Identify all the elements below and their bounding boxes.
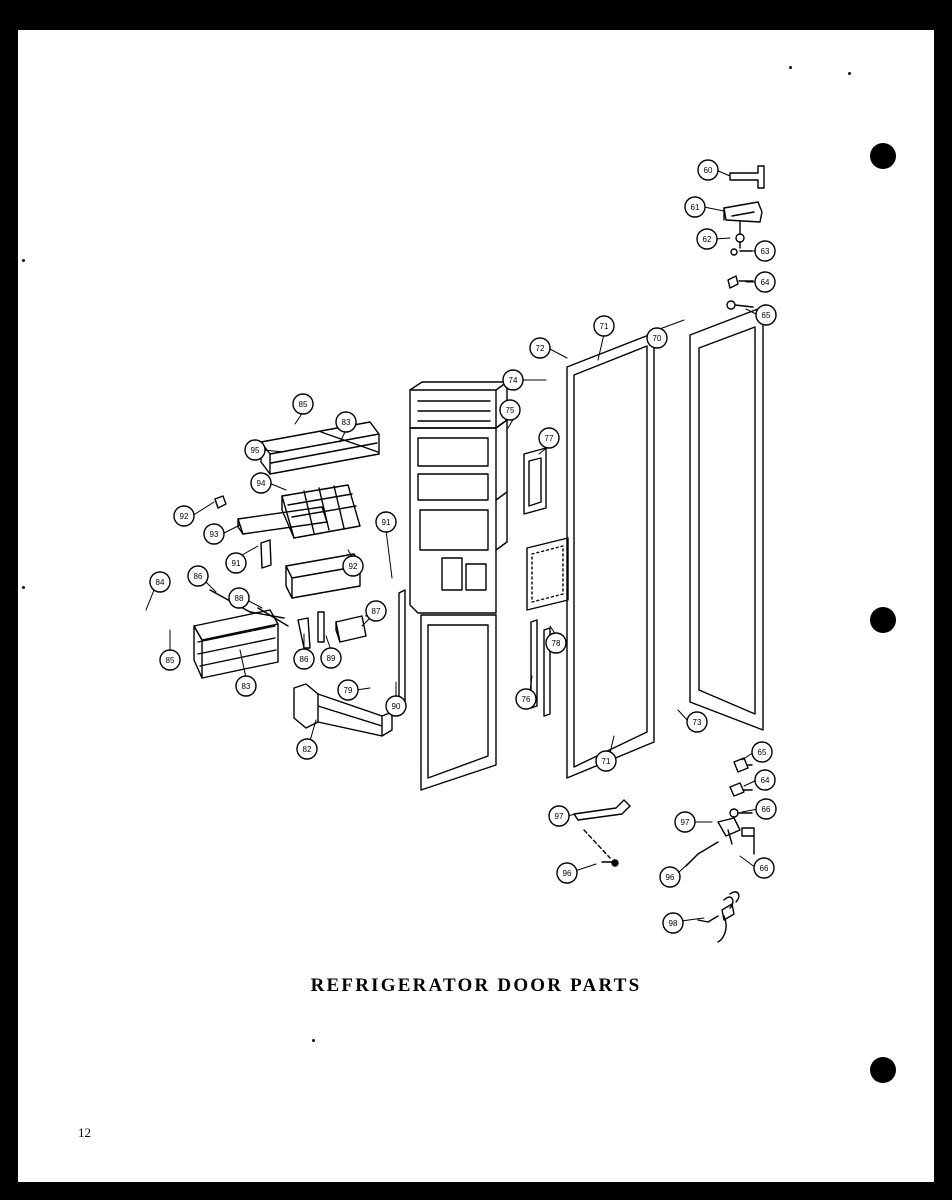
callout-label: 65: [757, 748, 767, 757]
exploded-view-drawing: [18, 30, 934, 1182]
callout-label: 72: [535, 344, 545, 353]
callout-label: 70: [652, 334, 662, 343]
callout-balloon: [188, 566, 208, 586]
callout-balloon: [557, 863, 577, 883]
door-gasket-strip: [524, 448, 546, 514]
door-inner-liner: [410, 382, 507, 790]
callout-label: 71: [599, 322, 609, 331]
callout-label: 60: [703, 166, 713, 175]
callout-label: 62: [702, 235, 712, 244]
callout-balloon: [236, 676, 256, 696]
callout-balloon: [549, 806, 569, 826]
callout-balloon: [366, 601, 386, 621]
callout-label: 64: [760, 278, 770, 287]
callout-balloon: [160, 650, 180, 670]
callout-balloon: [685, 197, 705, 217]
callout-balloon: [204, 524, 224, 544]
callout-balloon: [251, 473, 271, 493]
callout-label: 92: [348, 562, 358, 571]
callout-label: 84: [155, 578, 165, 587]
callout-balloons: [150, 160, 776, 933]
callout-label: 78: [551, 639, 561, 648]
callout-label: 93: [209, 530, 219, 539]
callout-label: 96: [665, 873, 675, 882]
figure-caption: REFRIGERATOR DOOR PARTS: [310, 975, 642, 996]
callout-balloon: [647, 328, 667, 348]
door-outer-panel: [567, 333, 654, 778]
callout-label: 88: [234, 594, 244, 603]
callout-balloon: [697, 229, 717, 249]
callout-balloon: [755, 272, 775, 292]
callout-balloon: [539, 428, 559, 448]
callout-balloon: [754, 858, 774, 878]
outer-door-panel-right: [690, 307, 763, 730]
callout-balloon: [376, 512, 396, 532]
callout-label: 85: [298, 400, 308, 409]
callout-balloon: [755, 770, 775, 790]
callout-label: 97: [554, 812, 564, 821]
callout-label: 71: [601, 757, 611, 766]
callout-balloon: [698, 160, 718, 180]
callout-label: 98: [668, 919, 678, 928]
callout-label: 87: [371, 607, 381, 616]
callout-balloon: [386, 696, 406, 716]
page-number: 12: [78, 1125, 91, 1140]
callout-balloon: [546, 633, 566, 653]
callout-balloon: [226, 553, 246, 573]
callout-balloon: [687, 712, 707, 732]
callout-label: 77: [544, 434, 554, 443]
callout-label: 82: [302, 745, 312, 754]
callout-label: 89: [326, 654, 336, 663]
callout-balloon: [756, 799, 776, 819]
callout-balloon: [596, 751, 616, 771]
callout-label: 63: [760, 247, 770, 256]
callout-label: 74: [508, 376, 518, 385]
callout-label: 94: [256, 479, 266, 488]
callout-balloon: [343, 556, 363, 576]
callout-balloon: [245, 440, 265, 460]
vertical-handle-strip: [399, 590, 405, 711]
callout-label: 86: [193, 572, 203, 581]
callout-balloon: [229, 588, 249, 608]
callout-label: 79: [343, 686, 353, 695]
insulation-panel: [527, 538, 568, 610]
callout-balloon: [338, 680, 358, 700]
callout-label: 64: [760, 776, 770, 785]
callout-balloon: [293, 394, 313, 414]
callout-balloon: [756, 305, 776, 325]
callout-balloon: [530, 338, 550, 358]
callout-balloon: [660, 867, 680, 887]
callout-label: 92: [179, 512, 189, 521]
callout-label: 95: [250, 446, 260, 455]
callout-label: 66: [759, 864, 769, 873]
leader-lines: [146, 170, 758, 921]
bracket-91-small: [261, 540, 271, 568]
callout-balloon: [336, 412, 356, 432]
handle-screw-left: [574, 800, 630, 866]
callout-label: 61: [690, 203, 700, 212]
callout-label: 96: [562, 869, 572, 878]
callout-balloon: [321, 648, 341, 668]
callout-balloon: [752, 742, 772, 762]
callout-label: 83: [341, 418, 351, 427]
callout-label: 73: [692, 718, 702, 727]
callout-label: 97: [680, 818, 690, 827]
callout-label: 86: [299, 655, 309, 664]
callout-balloon: [755, 241, 775, 261]
callout-label: 85: [165, 656, 175, 665]
callout-balloon: [294, 649, 314, 669]
callout-balloon: [174, 506, 194, 526]
lower-door-bin: [194, 610, 278, 678]
callout-label: 90: [391, 702, 401, 711]
callout-balloon: [297, 739, 317, 759]
callout-balloon: [663, 913, 683, 933]
callout-label: 76: [521, 695, 531, 704]
callout-balloon: [500, 400, 520, 420]
callout-label: 91: [231, 559, 241, 568]
callout-label: 75: [505, 406, 515, 415]
callout-label: 66: [761, 805, 771, 814]
callout-balloon: [516, 689, 536, 709]
callout-balloon: [150, 572, 170, 592]
upper-shelf-assembly: [261, 422, 379, 474]
callout-label: 91: [381, 518, 391, 527]
callout-balloon: [675, 812, 695, 832]
bracket-92: [215, 496, 226, 508]
callout-label: 65: [761, 311, 771, 320]
callout-balloon: [503, 370, 523, 390]
callout-label: 83: [241, 682, 251, 691]
callout-balloon: [594, 316, 614, 336]
parts-diagram: [18, 30, 934, 1182]
